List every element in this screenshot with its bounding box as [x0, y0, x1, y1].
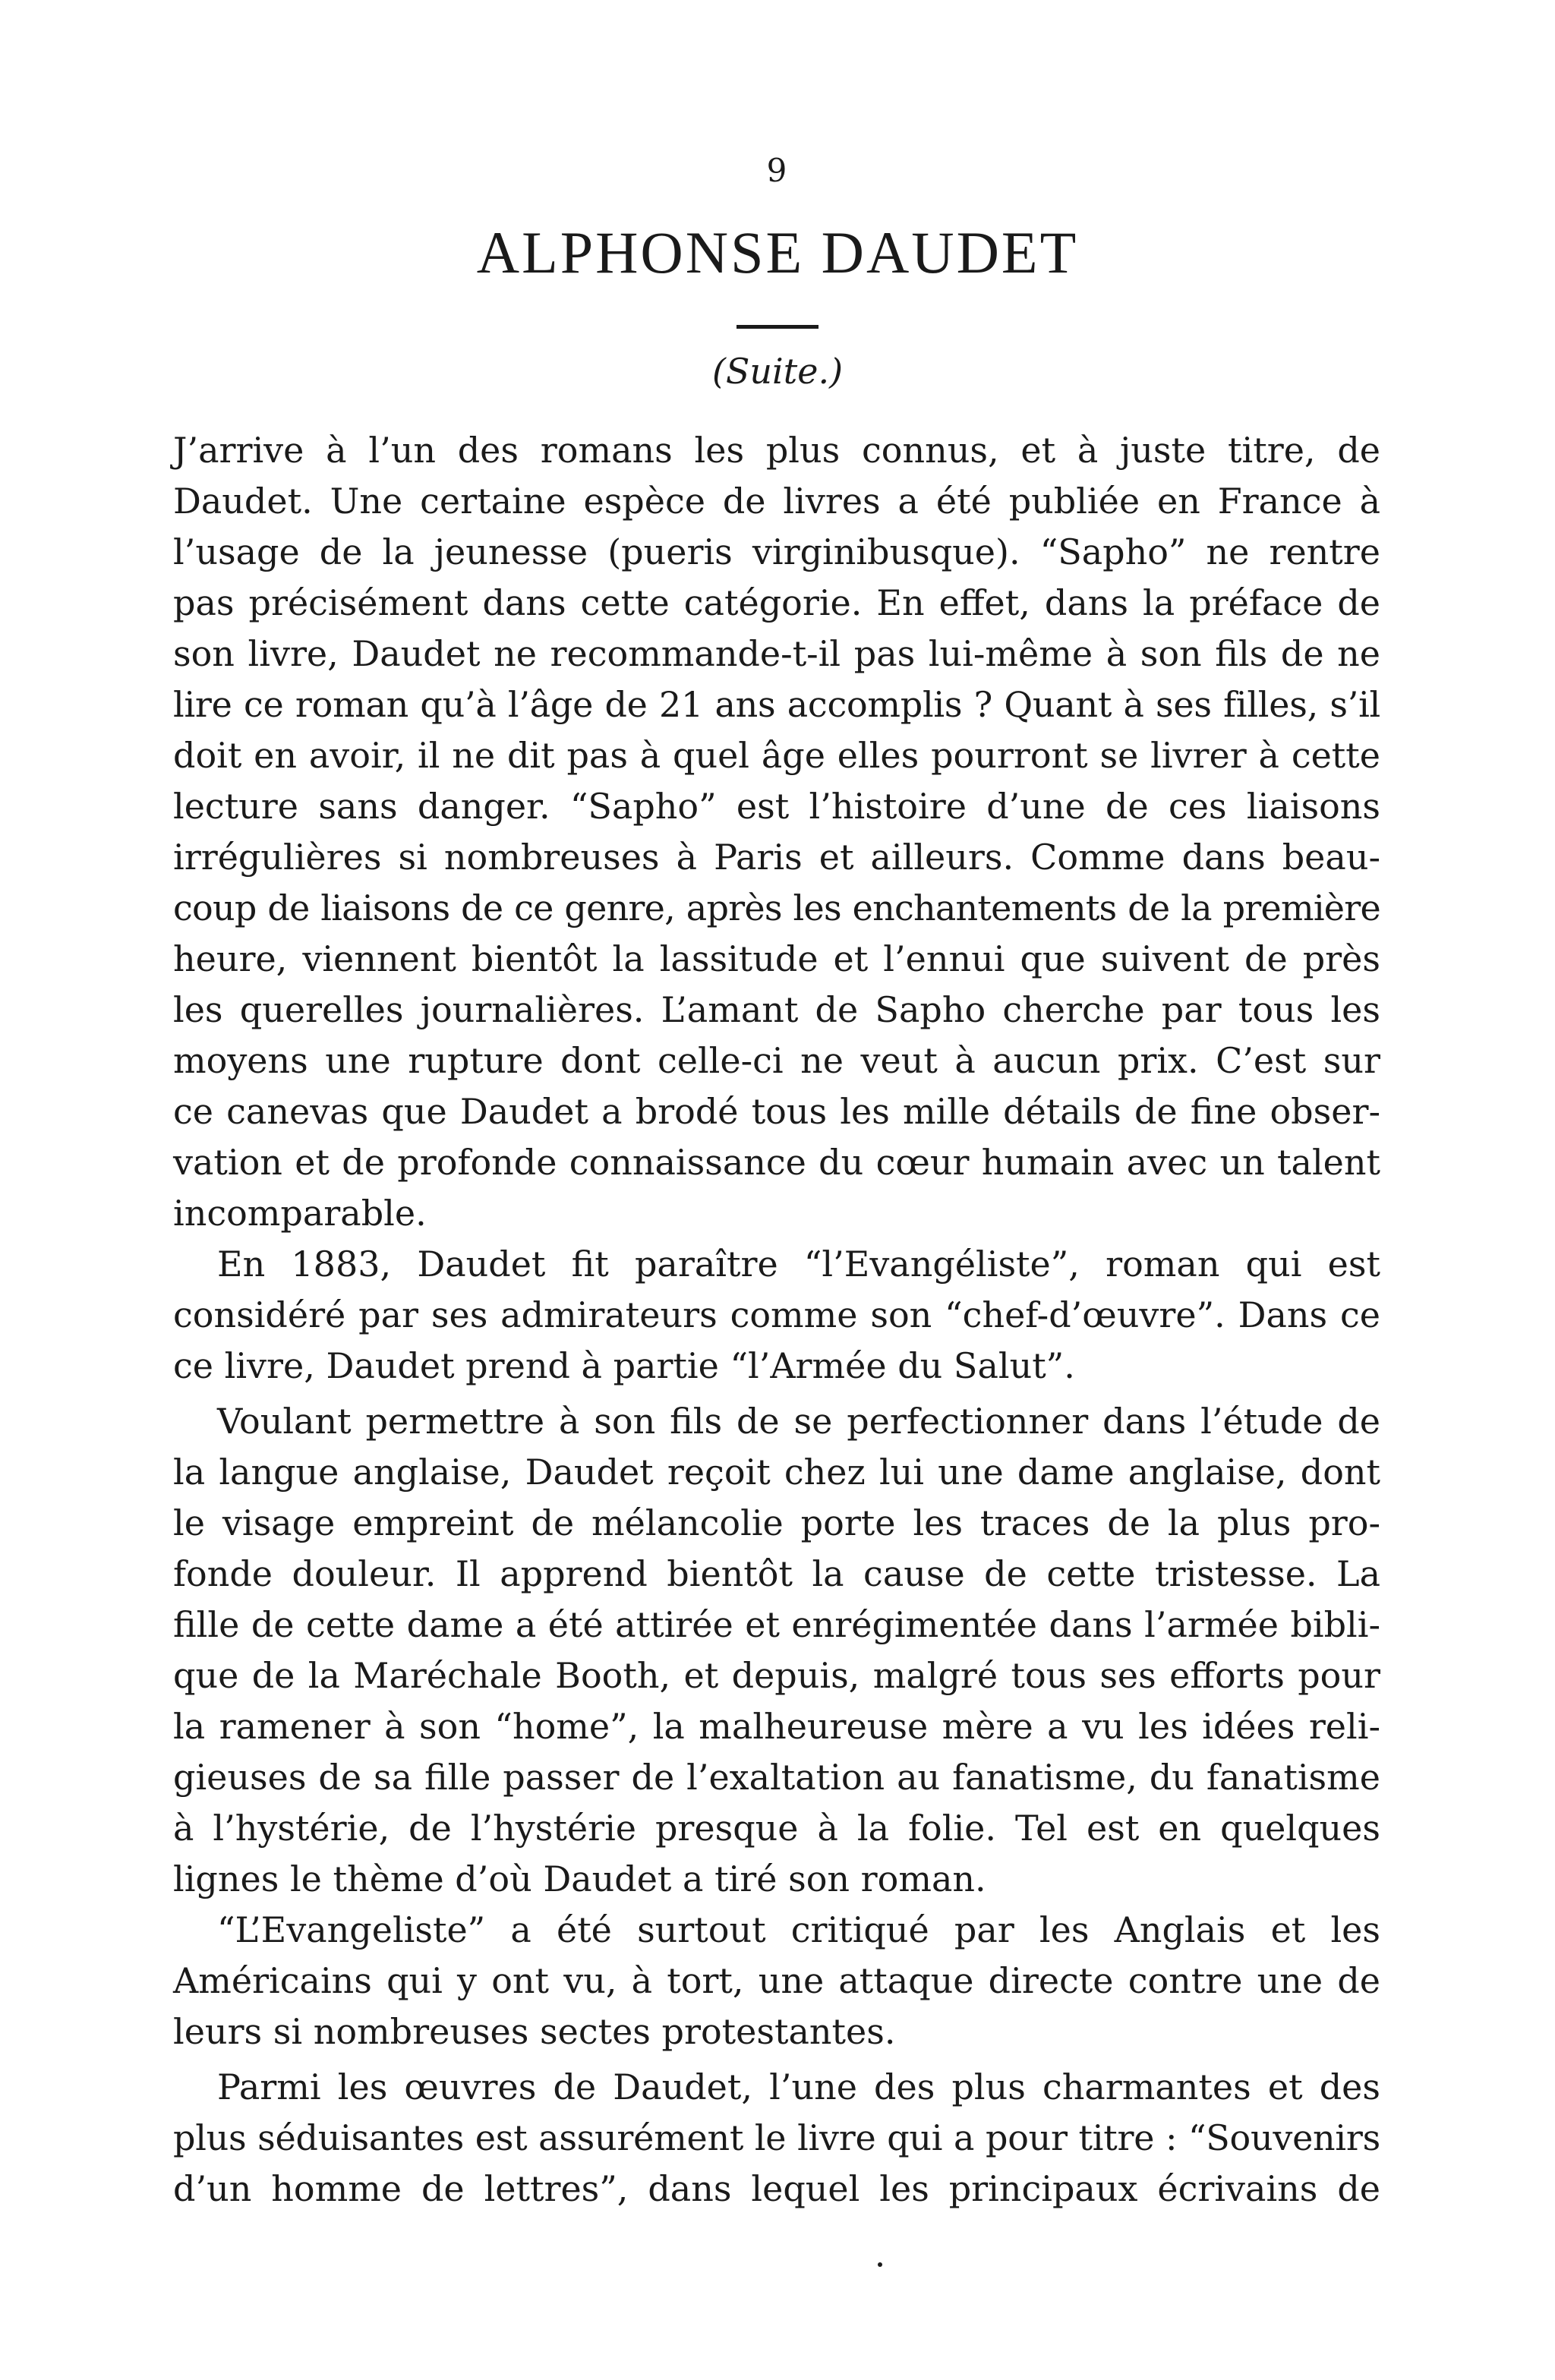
text-line: fonde douleur. Il apprend bientôt la cause de cette tristesse. La [173, 1553, 1380, 1594]
text-line: que de la Maréchale Booth, et depuis, malgré tous ses efforts pour [173, 1655, 1380, 1696]
text-line: doit en avoir, il ne dit pas à quel âge elles pourront se livrer à cette [173, 735, 1380, 776]
text-line: lire ce roman qu’à l’âge de 21 ans accomplis ? Quant à ses filles, s’il [173, 684, 1380, 725]
text-line: la langue anglaise, Daudet reçoit chez lui une dame anglaise, dont [173, 1452, 1380, 1493]
text-line: son livre, Daudet ne recommande-t-il pas lui-même à son fils de ne [173, 633, 1380, 674]
text-line: Parmi les œuvres de Daudet, l’une des plus charmantes et des [217, 2066, 1380, 2107]
chapter-subtitle: (Suite.) [711, 351, 844, 392]
text-line: Voulant permettre à son fils de se perfectionner dans l’étude de [217, 1401, 1380, 1442]
text-line: pas précisément dans cette catégorie. En effet, dans la préface de [173, 582, 1380, 623]
text-line: “L’Evangeliste” a été surtout critiqué par les Anglais et les [217, 1909, 1380, 1950]
text-line: les querelles journalières. L’amant de Sapho cherche par tous les [173, 989, 1380, 1030]
text-line: considéré par ses admirateurs comme son “chef-d’œuvre”. Dans ce [173, 1294, 1380, 1335]
text-line: à l’hystérie, de l’hystérie presque à la folie. Tel est en quelques [173, 1808, 1380, 1849]
text-line: lecture sans danger. “Sapho” est l’histoire d’une de ces liaisons [173, 786, 1380, 827]
ink-speck [878, 2262, 882, 2267]
text-line: l’usage de la jeunesse (pueris virginibusque). “Sapho” ne rentre [173, 531, 1380, 572]
text-line: Américains qui y ont vu, à tort, une attaque directe contre une de [173, 1960, 1380, 2001]
text-line: incomparable. [173, 1193, 427, 1234]
text-line: leurs si nombreuses sectes protestantes. [173, 2011, 896, 2052]
text-line: vation et de profonde connaissance du cœur humain avec un talent [173, 1142, 1380, 1183]
text-line: fille de cette dame a été attirée et enrégimentée dans l’armée bibli- [173, 1604, 1380, 1645]
text-line: coup de liaisons de ce genre, après les enchantements de la première [173, 887, 1380, 928]
body-text [173, 425, 1380, 2215]
text-line: Daudet. Une certaine espèce de livres a été publiée en France à [173, 481, 1380, 522]
text-line: plus séduisantes est assurément le livre qui a pour titre : “Souvenirs [173, 2117, 1380, 2158]
page-number: 9 [766, 152, 789, 189]
text-line: J’arrive à l’un des romans les plus connus, et à juste titre, de [173, 430, 1380, 471]
text-line: le visage empreint de mélancolie porte les traces de la plus pro- [173, 1502, 1380, 1543]
text-line: En 1883, Daudet fit paraître “l’Evangéliste”, roman qui est [217, 1244, 1380, 1285]
chapter-title: ALPHONSE DAUDET [476, 219, 1079, 285]
text-line: d’un homme de lettres”, dans lequel les principaux écrivains de [173, 2168, 1380, 2209]
text-line: heure, viennent bientôt la lassitude et l’ennui que suivent de près [173, 938, 1380, 979]
text-line: lignes le thème d’où Daudet a tiré son roman. [173, 1858, 986, 1899]
text-line: la ramener à son “home”, la malheureuse mère a vu les idées reli- [173, 1706, 1380, 1747]
text-line: gieuses de sa fille passer de l’exaltation au fanatisme, du fanatisme [173, 1757, 1380, 1798]
text-line: irrégulières si nombreuses à Paris et ailleurs. Comme dans beau- [173, 837, 1380, 878]
title-rule [736, 325, 819, 329]
text-line: ce canevas que Daudet a brodé tous les mille détails de fine obser- [173, 1091, 1380, 1132]
text-line: ce livre, Daudet prend à partie “l’Armée du Salut”. [173, 1345, 1075, 1386]
text-line: moyens une rupture dont celle-ci ne veut à aucun prix. C’est sur [173, 1040, 1380, 1081]
